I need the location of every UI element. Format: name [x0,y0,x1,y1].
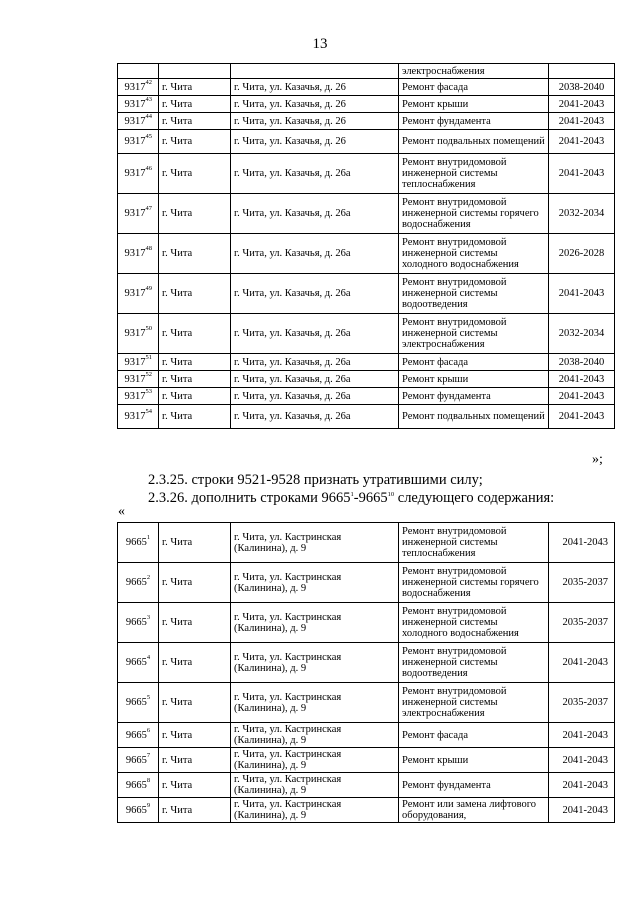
address-cell: г. Чита, ул. Казачья, д. 26 [231,130,399,154]
years-cell: 2032-2034 [549,314,615,354]
row-number-cell: 9317$^{45}$ [118,130,159,154]
years-cell: 2035-2037 [549,563,615,603]
address-cell: г. Чита, ул. Казачья, д. 26а [231,314,399,354]
work-cell: Ремонт внутридомовой инженерной системы теплоснабжения [399,154,549,194]
years-cell: 2026-2028 [549,234,615,274]
address-cell: г. Чита, ул. Казачья, д. 26а [231,371,399,388]
row-number-cell: 9665$^4$ [118,643,159,683]
row-number-cell: 9317$^{52}$ [118,371,159,388]
city-cell: г. Чита [159,405,231,429]
work-cell: Ремонт фундамента [399,113,549,130]
city-cell: г. Чита [159,723,231,748]
work-cell: Ремонт или замена лифтового оборудования, [399,798,549,823]
city-cell: г. Чита [159,113,231,130]
work-cell: Ремонт крыши [399,371,549,388]
years-cell: 2041-2043 [549,405,615,429]
years-cell: 2038-2040 [549,354,615,371]
work-cell: Ремонт фасада [399,354,549,371]
table-row [118,643,615,683]
address-cell: г. Чита, ул. Казачья, д. 26а [231,354,399,371]
address-cell: г. Чита, ул. Кастринская (Калинина), д. 9 [231,773,399,798]
years-cell: 2038-2040 [549,79,615,96]
work-cell: Ремонт крыши [399,96,549,113]
table-row [118,354,615,371]
city-cell: г. Чита [159,354,231,371]
work-cell: Ремонт внутридомовой инженерной системы горячего водоснабжения [399,194,549,234]
address-cell: г. Чита, ул. Казачья, д. 26 [231,113,399,130]
address-cell: г. Чита, ул. Казачья, д. 26а [231,234,399,274]
address-cell: г. Чита, ул. Казачья, д. 26 [231,79,399,96]
address-cell: г. Чита, ул. Казачья, д. 26а [231,194,399,234]
address-cell: г. Чита, ул. Кастринская (Калинина), д. 9 [231,563,399,603]
address-cell: г. Чита, ул. Кастринская (Калинина), д. 9 [231,643,399,683]
table-row [118,79,615,96]
paragraph-2-3-26: 2.3.26. дополнить строками 9665$^1$-9665$^{10}$ следующего содержания: [148,490,555,506]
table-row [118,274,615,314]
address-cell: г. Чита, ул. Кастринская (Калинина), д. 9 [231,723,399,748]
table-row [118,64,615,79]
table-row [118,405,615,429]
table-row [118,523,615,563]
years-cell: 2041-2043 [549,643,615,683]
table-row [118,723,615,748]
city-cell: г. Чита [159,388,231,405]
years-cell: 2041-2043 [549,130,615,154]
years-cell: 2035-2037 [549,683,615,723]
city-cell: г. Чита [159,563,231,603]
table-row [118,773,615,798]
row-number-cell: 9317$^{44}$ [118,113,159,130]
work-cell: Ремонт внутридомовой инженерной системы горячего водоснабжения [399,563,549,603]
city-cell: г. Чита [159,96,231,113]
work-cell: Ремонт внутридомовой инженерной системы водоотведения [399,274,549,314]
years-cell: 2041-2043 [549,96,615,113]
row-number-cell: 9317$^{53}$ [118,388,159,405]
city-cell: г. Чита [159,154,231,194]
work-cell: электроснабжения [399,64,549,79]
table-row [118,683,615,723]
years-cell: 2041-2043 [549,274,615,314]
row-number-cell: 9317$^{47}$ [118,194,159,234]
table-row [118,194,615,234]
work-cell: Ремонт внутридомовой инженерной системы электроснабжения [399,683,549,723]
years-cell: 2041-2043 [549,371,615,388]
address-cell: г. Чита, ул. Кастринская (Калинина), д. 9 [231,748,399,773]
table-row [118,96,615,113]
row-number-cell: 9665$^8$ [118,773,159,798]
work-cell: Ремонт внутридомовой инженерной системы водоотведения [399,643,549,683]
work-cell: Ремонт внутридомовой инженерной системы холодного водоснабжения [399,603,549,643]
years-cell: 2041-2043 [549,723,615,748]
years-cell: 2041-2043 [549,388,615,405]
work-cell: Ремонт фундамента [399,773,549,798]
city-cell: г. Чита [159,683,231,723]
work-cell: Ремонт фасада [399,79,549,96]
row-number-cell: 9317$^{50}$ [118,314,159,354]
row-number-cell: 9665$^1$ [118,523,159,563]
city-cell: г. Чита [159,643,231,683]
table-row [118,154,615,194]
row-number-cell: 9317$^{54}$ [118,405,159,429]
years-cell: 2041-2043 [549,748,615,773]
city-cell: г. Чита [159,274,231,314]
row-number-cell: 9665$^3$ [118,603,159,643]
table-row [118,388,615,405]
table-2 [117,522,615,823]
years-cell: 2041-2043 [549,773,615,798]
address-cell: г. Чита, ул. Казачья, д. 26а [231,388,399,405]
work-cell: Ремонт внутридомовой инженерной системы холодного водоснабжения [399,234,549,274]
table-row [118,563,615,603]
address-cell: г. Чита, ул. Казачья, д. 26а [231,274,399,314]
address-cell: г. Чита, ул. Казачья, д. 26а [231,154,399,194]
row-number-cell: 9317$^{49}$ [118,274,159,314]
city-cell: г. Чита [159,371,231,388]
table-row [118,113,615,130]
closing-quote: »; [592,452,603,467]
years-cell: 2032-2034 [549,194,615,234]
years-cell: 2041-2043 [549,523,615,563]
row-number-cell: 9317$^{51}$ [118,354,159,371]
table-1 [117,63,615,429]
table-row [118,748,615,773]
city-cell: г. Чита [159,603,231,643]
row-number-cell: 9317$^{43}$ [118,96,159,113]
row-number-cell: 9317$^{48}$ [118,234,159,274]
address-cell: г. Чита, ул. Казачья, д. 26а [231,405,399,429]
city-cell: г. Чита [159,314,231,354]
work-cell: Ремонт подвальных помещений [399,130,549,154]
paragraph-2-3-25: 2.3.25. строки 9521-9528 признать утратившими силу; [148,472,483,488]
city-cell: г. Чита [159,130,231,154]
address-cell: г. Чита, ул. Кастринская (Калинина), д. 9 [231,798,399,823]
work-cell: Ремонт внутридомовой инженерной системы теплоснабжения [399,523,549,563]
opening-quote: « [118,504,125,519]
table-row [118,371,615,388]
years-cell: 2041-2043 [549,798,615,823]
city-cell: г. Чита [159,234,231,274]
row-number-cell: 9665$^7$ [118,748,159,773]
table-row [118,130,615,154]
page-number: 13 [312,36,328,52]
table-row [118,314,615,354]
work-cell: Ремонт фасада [399,723,549,748]
row-number-cell: 9665$^9$ [118,798,159,823]
row-number-cell: 9665$^5$ [118,683,159,723]
table-row [118,603,615,643]
row-number-cell: 9665$^6$ [118,723,159,748]
years-cell: 2035-2037 [549,603,615,643]
city-cell: г. Чита [159,79,231,96]
row-number-cell: 9317$^{46}$ [118,154,159,194]
address-cell: г. Чита, ул. Кастринская (Калинина), д. 9 [231,683,399,723]
row-number-cell: 9665$^2$ [118,563,159,603]
address-cell: г. Чита, ул. Казачья, д. 26 [231,96,399,113]
city-cell: г. Чита [159,798,231,823]
years-cell: 2041-2043 [549,154,615,194]
address-cell: г. Чита, ул. Кастринская (Калинина), д. 9 [231,523,399,563]
address-cell: г. Чита, ул. Кастринская (Калинина), д. 9 [231,603,399,643]
table-row [118,798,615,823]
city-cell: г. Чита [159,194,231,234]
work-cell: Ремонт подвальных помещений [399,405,549,429]
work-cell: Ремонт крыши [399,748,549,773]
work-cell: Ремонт фундамента [399,388,549,405]
work-cell: Ремонт внутридомовой инженерной системы электроснабжения [399,314,549,354]
city-cell: г. Чита [159,773,231,798]
city-cell: г. Чита [159,748,231,773]
row-number-cell: 9317$^{42}$ [118,79,159,96]
table-row [118,234,615,274]
years-cell: 2041-2043 [549,113,615,130]
city-cell: г. Чита [159,523,231,563]
